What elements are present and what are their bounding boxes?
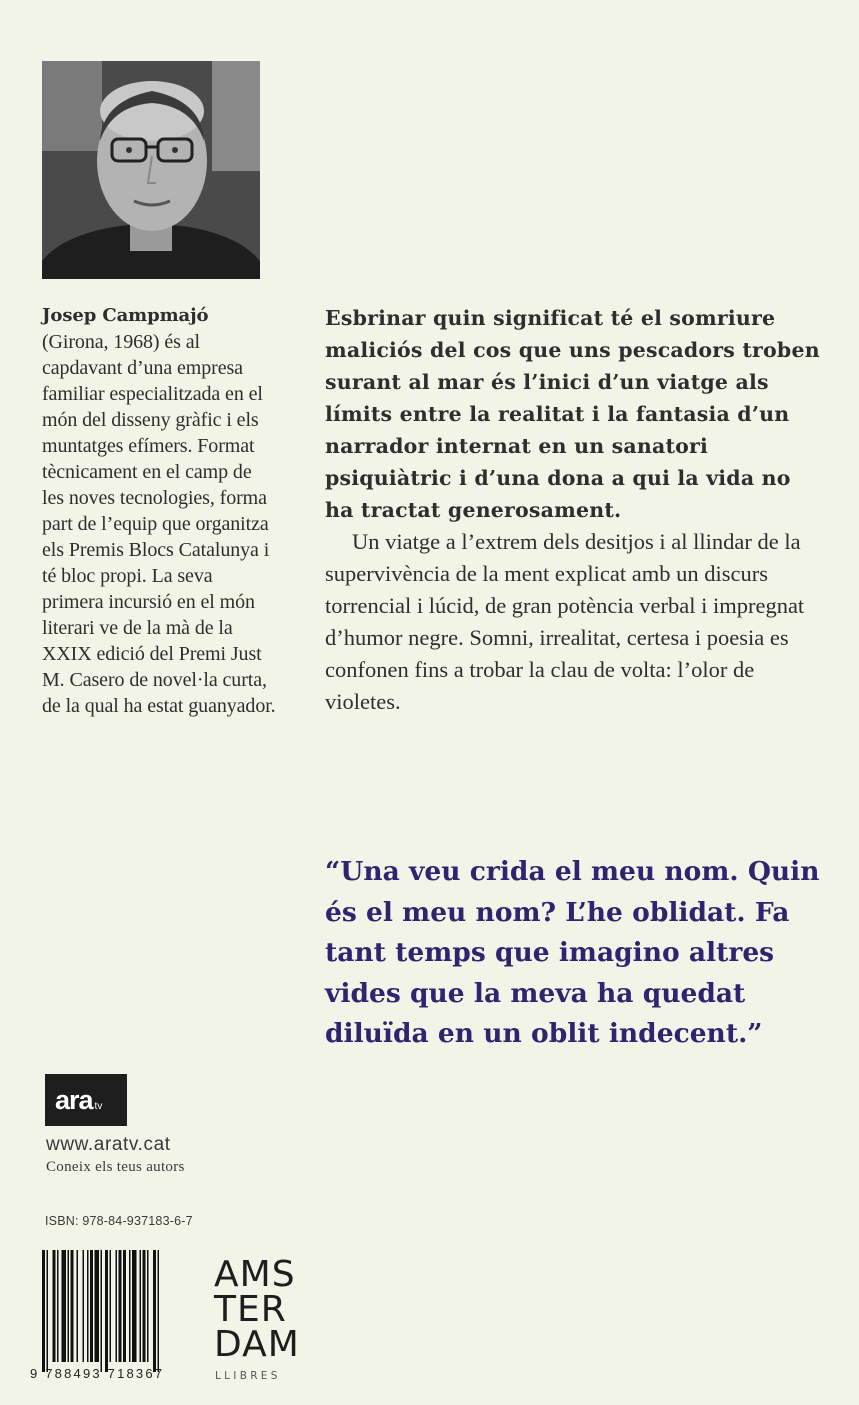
- barcode-bar: [47, 1250, 49, 1372]
- blurb-body: Un viatge a l’extrem dels desitjos i al llindar de la supervivència de la ment explicat amb un discurs torrencial i lúcid, de gran potència verbal i impregnat d’humor negre. Somni, irrealitat, certesa i poesia es confonen fins a trobar la clau de volta: l’olor de violetes.: [325, 529, 805, 714]
- author-bio-text: (Girona, 1968) és al capdavant d’una empresa familiar especialitzada en el món del disseny gràfic i els muntatges efímers. Format tècnicament en el camp de les noves tecnologies, forma part de l’equip que organitza els Premis Blocs Catalunya i té bloc propi. La seva primera incursió en el món literari ve de la mà de la XXIX edició del Premi Just M. Casero de novel·la curta, de la qual ha estat guanyador.: [42, 331, 276, 717]
- barcode-bar: [140, 1250, 142, 1362]
- barcode-bar: [143, 1250, 146, 1362]
- author-bio: [42, 302, 277, 719]
- barcode-bar: [42, 1250, 45, 1372]
- sponsor-tagline: Coneix els teus autors: [46, 1159, 185, 1175]
- barcode-bar: [53, 1250, 56, 1362]
- pull-quote: “Una veu crida el meu nom. Quin és el meu nom? L’he oblidat. Fa tant temps que imagino altres vides que la meva ha quedat diluïda en un oblit indecent.”: [325, 856, 820, 1049]
- barcode-bar: [123, 1250, 126, 1362]
- barcode-bar: [116, 1250, 118, 1362]
- author-name: Josep Campmajó: [42, 305, 209, 326]
- barcode-bar: [87, 1250, 89, 1362]
- barcode-bar: [83, 1250, 85, 1362]
- aratv-logo: [45, 1074, 127, 1126]
- barcode-bar: [77, 1250, 79, 1362]
- book-blurb: [325, 302, 825, 718]
- aratv-logo-suffix: tv: [94, 1101, 103, 1112]
- barcode-bar: [101, 1250, 103, 1372]
- author-photo: [42, 61, 260, 279]
- aratv-logo-text: ara: [55, 1085, 93, 1115]
- blurb-lead: Esbrinar quin significat té el somriure maliciós del cos que uns pescadors troben surant al mar és l’inici d’un viatge als límits entre la realitat i la fantasia d’un narrador internat en un sanatori psiquiàtric i d’una dona a qui la vida no ha tractat generosament.: [325, 306, 820, 522]
- barcode-bar: [62, 1250, 67, 1362]
- sponsor-url: www.aratv.cat: [46, 1134, 171, 1155]
- barcode-bar: [153, 1250, 156, 1372]
- barcode-bar: [95, 1250, 100, 1362]
- barcode-bar: [110, 1250, 112, 1362]
- barcode-bar: [90, 1250, 93, 1362]
- isbn-label: ISBN: 978-84-937183-6-7: [45, 1214, 193, 1228]
- barcode-bar: [57, 1250, 59, 1362]
- publisher-logo-line-3: DAM: [214, 1324, 300, 1365]
- barcode-bar: [68, 1250, 70, 1362]
- barcode-bar: [119, 1250, 122, 1362]
- publisher-logo-line-2: TER: [214, 1289, 287, 1330]
- barcode-bar: [71, 1250, 74, 1362]
- publisher-logo-line-1: AMS: [214, 1254, 296, 1295]
- barcode-bar: [132, 1250, 137, 1362]
- publisher-sub: LLIBRES: [215, 1370, 281, 1382]
- barcode-bar: [147, 1250, 149, 1362]
- publisher-logo: [214, 1254, 300, 1365]
- barcode-bar: [105, 1250, 108, 1372]
- barcode-bar: [129, 1250, 131, 1362]
- barcode-bar: [158, 1250, 160, 1372]
- barcode-digits: 9 788493 718367: [30, 1366, 165, 1381]
- barcode: [32, 1250, 212, 1380]
